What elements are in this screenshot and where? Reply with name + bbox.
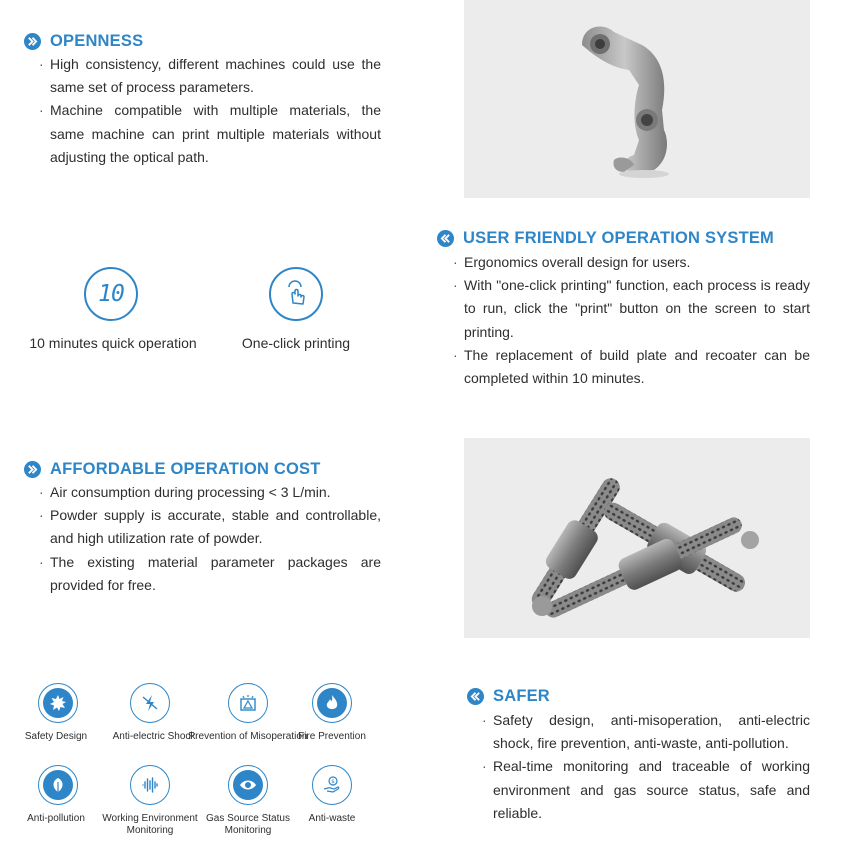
safety-label: Anti-pollution bbox=[27, 813, 85, 824]
safety-label: Fire Prevention bbox=[298, 731, 366, 742]
list-item: · Real-time monitoring and traceable of working environment and gas source status, safe and reliable. bbox=[467, 755, 810, 825]
list-item: · High consistency, different machines could use the same set of process parameters. bbox=[24, 53, 381, 99]
chevron-left-double-icon bbox=[437, 230, 454, 247]
affordable-heading bbox=[24, 460, 321, 479]
safety-label: Working Environment Monitoring bbox=[102, 813, 198, 836]
eye-icon bbox=[228, 765, 268, 805]
chevron-right-double-icon bbox=[24, 33, 41, 50]
list-item: · Ergonomics overall design for users. bbox=[438, 251, 810, 274]
safety-label: Safety Design bbox=[24, 731, 88, 742]
safety-label: Gas Source Status Monitoring bbox=[206, 813, 290, 836]
affordable-list bbox=[24, 481, 381, 597]
chevron-right-double-icon bbox=[24, 461, 41, 478]
safety-label: Prevention of Misoperation bbox=[188, 731, 308, 742]
feature-label-one-click: One-click printing bbox=[241, 335, 351, 351]
feature-label-quick-operation: 10 minutes quick operation bbox=[29, 335, 197, 351]
leaf-icon bbox=[38, 765, 78, 805]
product-photo-bent-part bbox=[464, 0, 810, 198]
openness-list bbox=[24, 53, 381, 169]
affordable-title: AFFORDABLE OPERATION COST bbox=[50, 460, 321, 478]
user-friendly-list bbox=[438, 251, 810, 390]
safer-list bbox=[467, 709, 810, 825]
coin-hand-icon bbox=[312, 765, 352, 805]
list-item: · Machine compatible with multiple materials, the same machine can print multiple materials without adjusting the optical path. bbox=[24, 99, 381, 169]
safer-heading bbox=[467, 687, 550, 706]
safety-label: Anti-waste bbox=[308, 813, 356, 824]
burst-icon bbox=[38, 683, 78, 723]
safety-label: Anti-electric Shock bbox=[112, 731, 196, 742]
list-item: · Safety design, anti-misoperation, anti-electric shock, fire prevention, anti-waste, anti-pollution. bbox=[467, 709, 810, 755]
list-item: · The replacement of build plate and recoater can be completed within 10 minutes. bbox=[438, 344, 810, 390]
sound-wave-icon bbox=[130, 765, 170, 805]
product-photo-lattice-rods bbox=[464, 438, 810, 638]
user-friendly-heading bbox=[437, 229, 774, 248]
chevron-left-double-icon bbox=[467, 688, 484, 705]
openness-title: OPENNESS bbox=[50, 32, 144, 50]
list-item: · Air consumption during processing < 3 L/min. bbox=[24, 481, 381, 504]
svg-text:$: $ bbox=[331, 779, 335, 786]
safer-title: SAFER bbox=[493, 687, 550, 705]
list-item: · The existing material parameter packages are provided for free. bbox=[24, 551, 381, 597]
openness-heading bbox=[24, 32, 143, 51]
digital-ten-icon: 10 bbox=[84, 267, 138, 321]
lightning-slash-icon bbox=[130, 683, 170, 723]
flame-icon bbox=[312, 683, 352, 723]
list-item: · With "one-click printing" function, each process is ready to run, click the "print" button on the screen to start printing. bbox=[438, 274, 810, 344]
tap-finger-icon bbox=[269, 267, 323, 321]
user-friendly-title: USER FRIENDLY OPERATION SYSTEM bbox=[463, 229, 774, 247]
warning-box-icon bbox=[228, 683, 268, 723]
list-item: · Powder supply is accurate, stable and controllable, and high utilization rate of powder. bbox=[24, 504, 381, 550]
